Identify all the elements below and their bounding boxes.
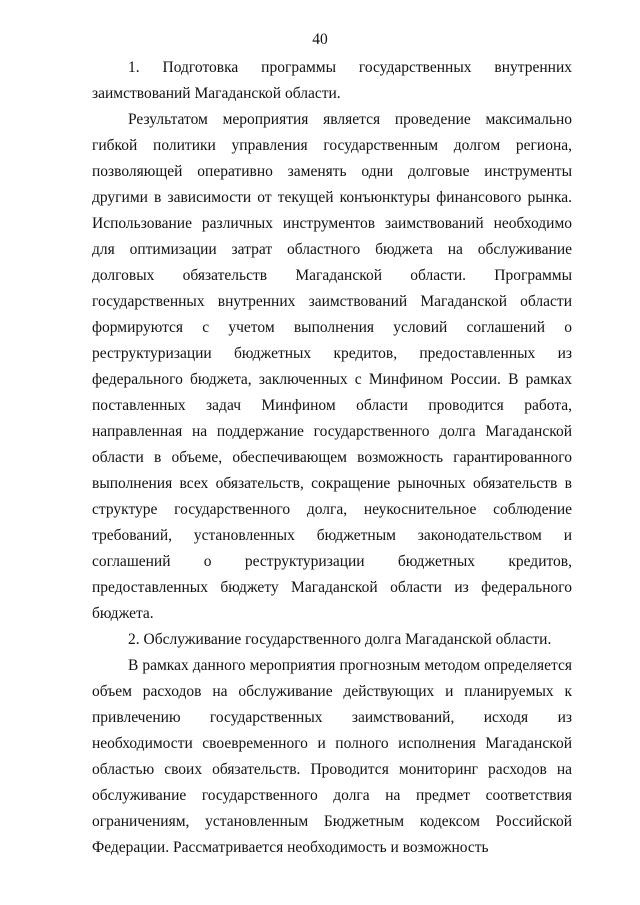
paragraph-section-2-heading: 2. Обслуживание государственного долга Магаданской области. bbox=[128, 631, 552, 648]
paragraph-section-2-body: В рамках данного мероприятия прогнозным методом определяется объем расходов на обслуживание действующих и планируемых к привлечению государственных заимствований, исходя из необходимости своевременного и полного исполнения Магаданской областью своих обязательств. Проводится мониторинг расходов на обслуживание государственного долга на предмет соответствия ограничениям, установленным Бюджетным кодексом Российской Федерации. Рассматривается необходимость и возможность bbox=[92, 657, 572, 856]
page-number: 40 bbox=[312, 31, 328, 48]
paragraph-section-1-body: Результатом мероприятия является проведение максимально гибкой политики управления государственным долгом региона, позволяющей оперативно заменять одни долговые инструменты другими в зависимости от текущей конъюнктуры финансового рынка. Использование различных инструментов заимствований необходимо для оптимизации затрат областного бюджета на обслуживание долговых обязательств Магаданской области. Программы государственных внутренних заимствований Магаданской области формируются с учетом выполнения условий соглашений о реструктуризации бюджетных кредитов, предоставленных из федерального бюджета, заключенных с Минфином России. В рамках поставленных задач Минфином области проводится работа, направленная на поддержание государственного долга Магаданской области в объеме, обеспечивающем возможность гарантированного выполнения всех обязательств, сокращение рыночных обязательств в структуре государственного долга, неукоснительное соблюдение требований, установленных бюджетным законодательством и соглашений о реструктуризации бюджетных кредитов, предоставленных бюджету Магаданской области из федерального бюджета. bbox=[92, 111, 572, 622]
document-body bbox=[92, 55, 572, 861]
paragraph-section-1-heading: 1. Подготовка программы государственных внутренних заимствований Магаданской области. bbox=[92, 59, 572, 102]
